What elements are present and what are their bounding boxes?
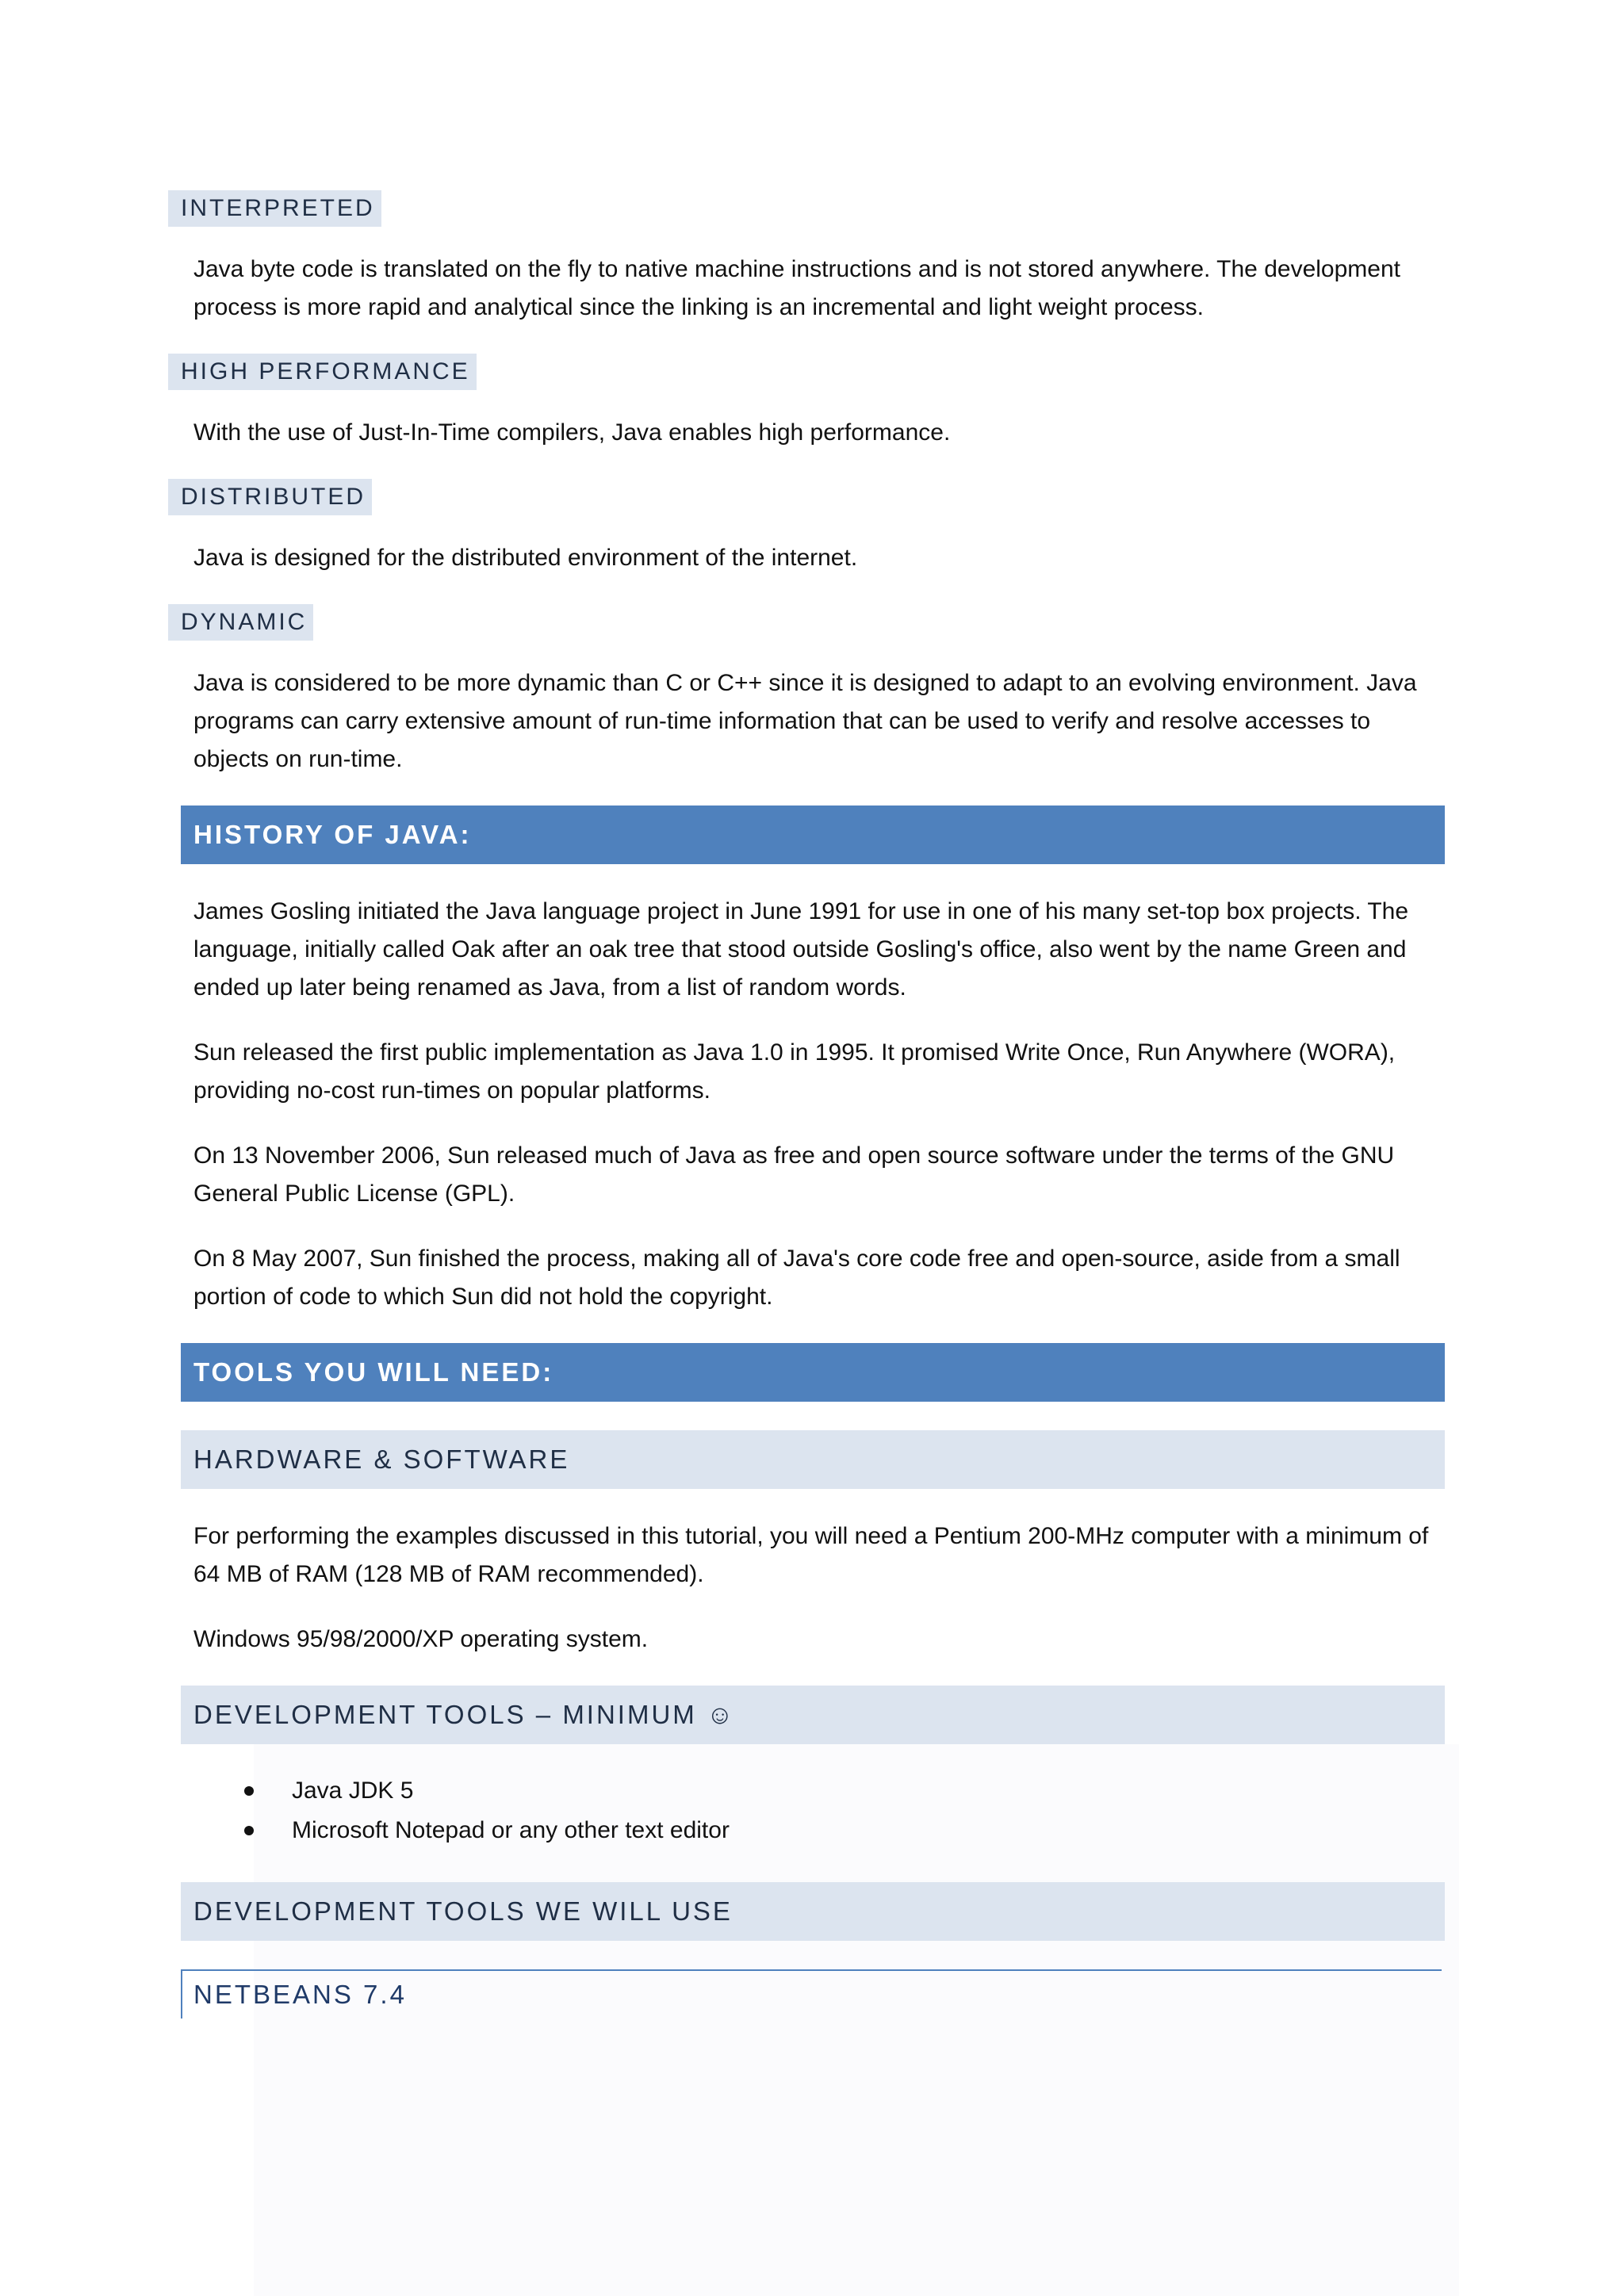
list-item-label: Java JDK 5 — [292, 1777, 414, 1804]
high-performance-heading-wrap — [181, 354, 1445, 390]
dynamic-heading-wrap — [181, 604, 1445, 641]
history-paragraph: Sun released the first public implementation as Java 1.0 in 1995. It promised Write Once, Run Anywhere (WORA), providing no-cost run-times on popular platforms. — [193, 1039, 1396, 1104]
bullet-icon — [244, 1826, 254, 1835]
netbeans-heading: NETBEANS 7.4 — [181, 1969, 1442, 2019]
interpreted-heading-wrap — [181, 190, 1445, 227]
history-paragraph: On 13 November 2006, Sun released much of Java as free and open source software under the terms of the GNU General Public License (GPL). — [193, 1142, 1395, 1207]
document-content — [181, 190, 1445, 2019]
history-heading: HISTORY OF JAVA: — [181, 806, 1445, 864]
hardware-paragraph: Windows 95/98/2000/XP operating system. — [193, 1626, 649, 1652]
interpreted-text: Java byte code is translated on the fly to native machine instructions and is not stored anywhere. The development process is more rapid and analytical since the linking is an incremental and light weight process. — [193, 256, 1400, 320]
list-item — [181, 1771, 1445, 1811]
dynamic-text: Java is considered to be more dynamic than C or C++ since it is designed to adapt to an evolving environment. Java programs can carry extensive amount of run-time information that can be used to verify and resolve accesses to objects on run-time. — [193, 670, 1417, 772]
dev-tools-minimum-heading: DEVELOPMENT TOOLS – MINIMUM ☺ — [181, 1686, 1445, 1744]
dev-tools-we-will-use-heading: DEVELOPMENT TOOLS WE WILL USE — [181, 1882, 1445, 1941]
distributed-heading: DISTRIBUTED — [168, 479, 372, 515]
distributed-text: Java is designed for the distributed environment of the internet. — [193, 545, 858, 571]
bullet-icon — [244, 1786, 254, 1796]
list-item — [181, 1811, 1445, 1850]
list-item-label: Microsoft Notepad or any other text editor — [292, 1817, 730, 1843]
tools-heading: TOOLS YOU WILL NEED: — [181, 1343, 1445, 1402]
hardware-software-heading: HARDWARE & SOFTWARE — [181, 1430, 1445, 1489]
history-paragraph: On 8 May 2007, Sun finished the process, making all of Java's core code free and open-source, aside from a small portion of code to which Sun did not hold the copyright. — [193, 1246, 1400, 1310]
distributed-heading-wrap — [181, 479, 1445, 515]
dev-tools-minimum-list — [181, 1771, 1445, 1850]
high-performance-heading: HIGH PERFORMANCE — [168, 354, 477, 390]
hardware-paragraph: For performing the examples discussed in this tutorial, you will need a Pentium 200-MHz computer with a minimum of 64 MB of RAM (128 MB of RAM recommended). — [193, 1523, 1429, 1587]
history-paragraph: James Gosling initiated the Java language project in June 1991 for use in one of his many set-top box projects. The language, initially called Oak after an oak tree that stood outside Gosling's office, also went by the name Green and ended up later being renamed as Java, from a list of random words. — [193, 898, 1409, 1001]
high-performance-text: With the use of Just-In-Time compilers, Java enables high performance. — [193, 419, 951, 446]
interpreted-heading: INTERPRETED — [168, 190, 381, 227]
dynamic-heading: DYNAMIC — [168, 604, 313, 641]
